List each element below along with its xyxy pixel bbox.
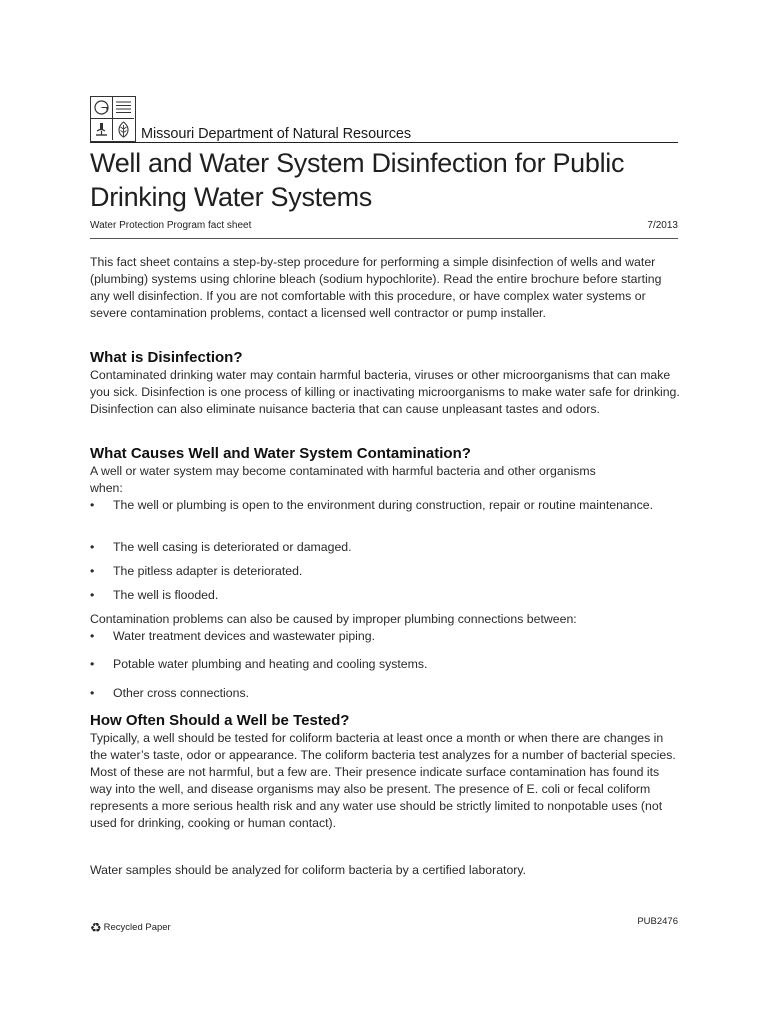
recycle-icon: ♻ — [90, 920, 102, 935]
publication-number: PUB2476 — [637, 916, 678, 927]
bullet-dot: • — [90, 629, 95, 643]
heading-causes: What Causes Well and Water System Contamination? — [90, 445, 471, 462]
recycled-paper-note — [90, 920, 171, 936]
microscope-icon — [91, 119, 113, 140]
publication-date: 7/2013 — [647, 220, 678, 231]
subheader-rule — [90, 238, 678, 239]
dnr-logo — [90, 96, 136, 142]
causes-lead-2: Contamination problems can also be caused by improper plumbing connections between: — [90, 612, 577, 626]
disinfection-paragraph: Contaminated drinking water may contain harmful bacteria, viruses or other microorganisms that can make you sick. Disinfection is one process of killing or inactivating microorganisms to make water safe for drinking. Disinfection can also eliminate nuisance bacteria that can cause unpleasant tastes and odors. — [90, 368, 680, 416]
causes-lead: A well or water system may become contaminated with harmful bacteria and other organisms when: — [90, 464, 596, 495]
globe-icon — [91, 97, 113, 119]
program-line — [90, 220, 678, 231]
bullet-dot: • — [90, 540, 95, 554]
list-item-text: The well or plumbing is open to the environment during construction, repair or routine maintenance. — [113, 498, 653, 512]
recycled-label: Recycled Paper — [103, 922, 171, 933]
list-item-text: The pitless adapter is deteriorated. — [113, 564, 303, 578]
list-item-text: Other cross connections. — [113, 686, 250, 700]
heading-testing: How Often Should a Well be Tested? — [90, 712, 350, 729]
header-rule — [90, 142, 678, 143]
bullet-dot: • — [90, 657, 95, 671]
heading-disinfection: What is Disinfection? — [90, 349, 243, 366]
bullet-dot: • — [90, 498, 95, 512]
agency-name: Missouri Department of Natural Resources — [141, 126, 411, 142]
list-item-text: Potable water plumbing and heating and cooling systems. — [113, 657, 428, 671]
list-item-text: The well casing is deteriorated or damaged. — [113, 540, 352, 554]
document-lines-icon — [113, 97, 134, 119]
list-item-text: The well is flooded. — [113, 588, 219, 602]
bullet-dot: • — [90, 564, 95, 578]
bullet-dot: • — [90, 686, 95, 700]
testing-paragraph-2: Water samples should be analyzed for coliform bacteria by a certified laboratory. — [90, 863, 527, 877]
page-title: Well and Water System Disinfection for Public Drinking Water Systems — [90, 148, 625, 212]
intro-paragraph: This fact sheet contains a step-by-step procedure for performing a simple disinfection of wells and water (plumbing) systems using chlorine bleach (sodium hypochlorite). Read the entire brochure before starting any well disinfection. If you are not comfortable with this procedure, or have complex water systems or severe contamination problems, contact a licensed well contractor or pump installer. — [90, 255, 662, 320]
list-item-text: Water treatment devices and wastewater piping. — [113, 629, 376, 643]
testing-paragraph: Typically, a well should be tested for coliform bacteria at least once a month or when there are changes in the water’s taste, odor or appearance. The coliform bacteria test analyzes for a number of bacterial species. Most of these are not harmful, but a few are. Their presence indicate surface contamination has found its way into the well, and disease organisms may also be present. The presence of E. coli or fecal coliform represents a more serious health risk and any water use should be strictly limited to nonpotable uses (not used for drinking, cooking or human contact). — [90, 731, 676, 830]
program-label: Water Protection Program fact sheet — [90, 220, 252, 231]
leaf-icon — [113, 119, 134, 140]
bullet-dot: • — [90, 588, 95, 602]
